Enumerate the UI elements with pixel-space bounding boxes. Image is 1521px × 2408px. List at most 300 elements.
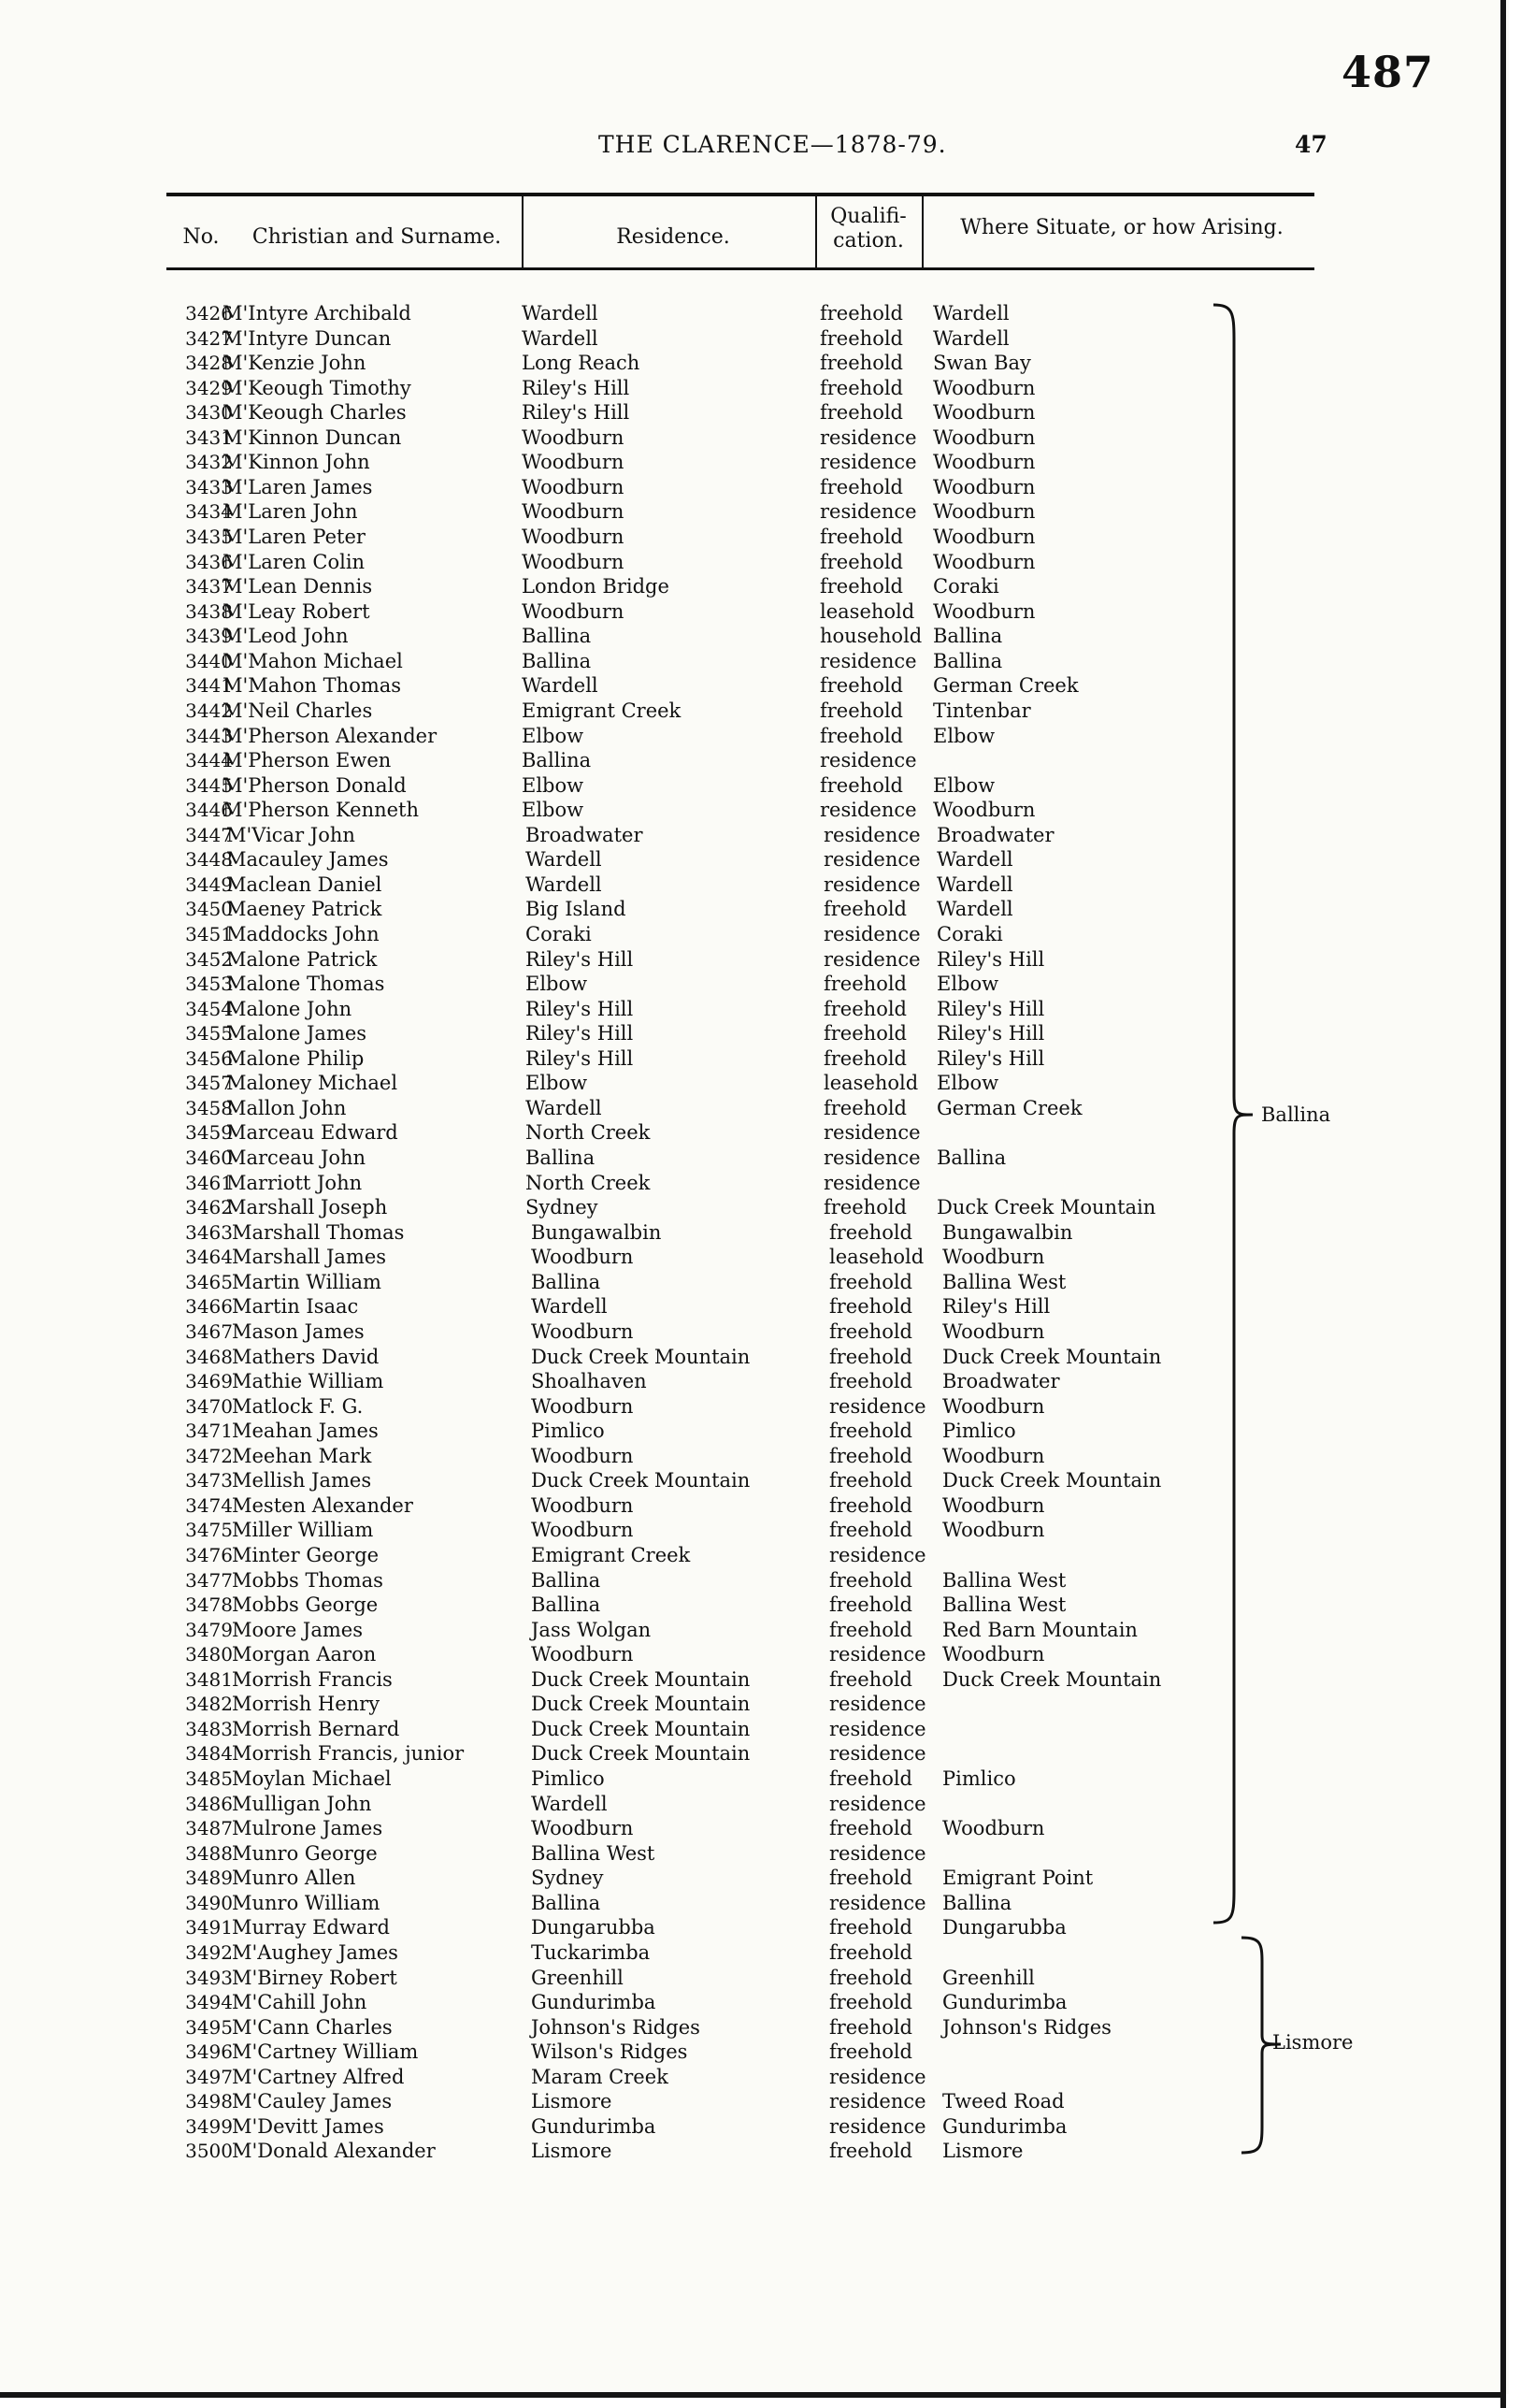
qualification: residence — [829, 2065, 926, 2088]
entry-number: 3467 — [185, 1319, 233, 1343]
voter-name: M'Keough Charles — [222, 401, 407, 425]
entry-number: 3441 — [185, 674, 233, 698]
qualification: residence — [820, 799, 917, 822]
qualification: residence — [824, 848, 921, 872]
residence: Woodburn — [522, 425, 624, 449]
voter-name: Mobbs George — [232, 1593, 379, 1617]
where-situate: Woodburn — [933, 425, 1036, 449]
where-situate: Woodburn — [942, 1319, 1045, 1343]
voter-name: M'Kenzie John — [222, 352, 366, 375]
ballina-brace-path — [1213, 305, 1253, 1923]
page-title: THE CLARENCE—1878-79. — [598, 131, 947, 158]
qualification: residence — [824, 923, 921, 945]
where-situate: Broadwater — [937, 823, 1055, 846]
voter-name: Morgan Aaron — [232, 1643, 377, 1666]
col-header-residence: Residence. — [616, 225, 730, 249]
entry-number: 3426 — [185, 302, 233, 324]
where-situate: Woodburn — [933, 550, 1036, 573]
district-lismore: Lismore — [1272, 2031, 1354, 2054]
residence: Ballina West — [531, 1841, 655, 1865]
entry-number: 3440 — [185, 649, 233, 672]
entry-number: 3447 — [185, 823, 233, 846]
voter-name: Martin Isaac — [232, 1295, 359, 1319]
residence: Elbow — [522, 799, 584, 822]
voter-name: M'Laren John — [222, 500, 358, 524]
qualification: freehold — [829, 1817, 912, 1840]
residence: North Creek — [525, 1171, 651, 1194]
where-situate: Emigrant Point — [942, 1867, 1094, 1890]
residence: Woodburn — [522, 550, 624, 573]
qualification: freehold — [820, 699, 903, 722]
residence: Woodburn — [522, 500, 624, 524]
where-situate: Woodburn — [933, 799, 1036, 822]
residence: Elbow — [522, 724, 584, 747]
where-situate: Coraki — [933, 575, 999, 598]
residence: North Creek — [525, 1121, 651, 1145]
voter-name: Meehan Mark — [232, 1444, 372, 1467]
entry-number: 3498 — [185, 2090, 233, 2113]
residence: Duck Creek Mountain — [531, 1469, 751, 1492]
voter-name: M'Cauley James — [232, 2090, 393, 2113]
qualification: residence — [824, 947, 921, 971]
qualification: freehold — [829, 1444, 912, 1467]
voter-name: Marshall Thomas — [232, 1220, 405, 1244]
entry-number: 3439 — [185, 625, 233, 648]
voter-name: Mobbs Thomas — [232, 1568, 383, 1592]
voter-name: Marriott John — [226, 1171, 363, 1194]
where-situate: Woodburn — [933, 475, 1036, 498]
voter-name: M'Laren Colin — [222, 550, 366, 573]
voter-name: Meahan James — [232, 1420, 379, 1443]
residence: Ballina — [531, 1891, 601, 1914]
residence: Wardell — [525, 848, 602, 872]
qualification: freehold — [829, 1493, 912, 1517]
voter-name: M'Kinnon John — [222, 451, 370, 474]
where-situate: Woodburn — [933, 500, 1036, 524]
voter-name: Marceau John — [226, 1146, 366, 1170]
where-situate: German Creek — [933, 674, 1079, 698]
qualification: freehold — [820, 674, 903, 698]
qualification: residence — [829, 1717, 926, 1740]
qualification: freehold — [829, 1618, 912, 1641]
residence: Woodburn — [531, 1493, 634, 1517]
qualification: freehold — [829, 2015, 912, 2039]
residence: Dungarubba — [531, 1916, 655, 1939]
where-situate: Red Barn Mountain — [942, 1618, 1138, 1641]
qualification: residence — [829, 1643, 926, 1666]
entry-number: 3433 — [185, 475, 233, 498]
entry-number: 3463 — [185, 1220, 233, 1244]
residence: Ballina — [531, 1270, 601, 1293]
voter-name: M'Mahon Thomas — [222, 674, 402, 698]
qualification: freehold — [829, 1319, 912, 1343]
qualification: residence — [829, 2114, 926, 2138]
entry-number: 3477 — [185, 1568, 233, 1592]
residence: Riley's Hill — [522, 376, 630, 399]
qualification: freehold — [829, 1867, 912, 1890]
residence: Emigrant Creek — [531, 1544, 691, 1566]
voter-name: M'Lean Dennis — [222, 575, 373, 598]
residence: Johnson's Ridges — [531, 2015, 700, 2039]
residence: Big Island — [525, 898, 626, 921]
entry-number: 3462 — [185, 1196, 233, 1219]
voter-name: Murray Edward — [232, 1916, 390, 1939]
qualification: freehold — [829, 1270, 912, 1293]
entry-number: 3448 — [185, 848, 233, 872]
where-situate: Woodburn — [942, 1519, 1045, 1542]
residence: Ballina — [522, 625, 592, 648]
qualification: freehold — [829, 1767, 912, 1791]
where-situate: Tweed Road — [942, 2090, 1065, 2113]
where-situate: Gundurimba — [942, 1991, 1068, 2014]
residence: Coraki — [525, 923, 592, 945]
where-situate: Gundurimba — [942, 2114, 1068, 2138]
voter-name: Malone Thomas — [226, 973, 385, 996]
entry-number: 3437 — [185, 575, 233, 598]
voter-name: M'Devitt James — [232, 2114, 384, 2138]
qualification: freehold — [829, 1420, 912, 1443]
where-situate: Riley's Hill — [937, 947, 1045, 971]
residence: Riley's Hill — [525, 1022, 634, 1045]
where-situate: Woodburn — [933, 451, 1036, 474]
where-situate: Pimlico — [942, 1767, 1016, 1791]
qualification: residence — [829, 2090, 926, 2113]
residence: Woodburn — [522, 451, 624, 474]
entry-number: 3491 — [185, 1916, 233, 1939]
voter-name: Morrish Henry — [232, 1693, 380, 1716]
col-header-qualification: Qualifi- cation. — [830, 205, 907, 252]
voter-name: Munro Allen — [232, 1867, 356, 1890]
qualification: freehold — [829, 1345, 912, 1368]
entry-number: 3480 — [185, 1643, 233, 1666]
entry-number: 3476 — [185, 1544, 233, 1566]
voter-name: Malone James — [226, 1022, 367, 1045]
qualification: residence — [829, 1792, 926, 1815]
voter-name: M'Laren Peter — [222, 526, 366, 549]
voter-name: M'Laren James — [222, 475, 373, 498]
entry-number: 3464 — [185, 1246, 233, 1269]
residence: Riley's Hill — [522, 401, 630, 425]
entry-number: 3429 — [185, 376, 233, 399]
where-situate: Coraki — [937, 923, 1003, 945]
residence: Ballina — [525, 1146, 595, 1170]
residence: Woodburn — [531, 1444, 634, 1467]
residence: Woodburn — [522, 599, 624, 623]
entry-number: 3436 — [185, 550, 233, 573]
entry-number: 3470 — [185, 1394, 233, 1418]
qualification: freehold — [820, 352, 903, 375]
entry-number: 3449 — [185, 872, 233, 896]
residence: Emigrant Creek — [522, 699, 682, 722]
where-situate: Wardell — [933, 326, 1010, 350]
residence: Woodburn — [531, 1319, 634, 1343]
qualification: freehold — [829, 2040, 912, 2064]
where-situate: Woodburn — [942, 1643, 1045, 1666]
residence: London Bridge — [522, 575, 669, 598]
residence: Ballina — [531, 1593, 601, 1617]
voter-name: Mallon John — [226, 1096, 347, 1119]
residence: Ballina — [522, 749, 592, 772]
entry-number: 3444 — [185, 749, 233, 772]
voter-name: Malone John — [226, 997, 352, 1020]
entry-number: 3495 — [185, 2015, 233, 2039]
residence: Duck Creek Mountain — [531, 1717, 751, 1740]
entry-number: 3472 — [185, 1444, 233, 1467]
voter-name: Maddocks John — [226, 923, 380, 945]
voter-name: M'Intyre Duncan — [222, 326, 392, 350]
where-situate: Lismore — [942, 2140, 1024, 2163]
voter-name: M'Leay Robert — [222, 599, 370, 623]
voter-name: M'Aughey James — [232, 1940, 398, 1964]
col-header-where: Where Situate, or how Arising. — [960, 216, 1284, 239]
qualification: residence — [824, 1171, 921, 1194]
entry-number: 3430 — [185, 401, 233, 425]
residence: Woodburn — [522, 475, 624, 498]
voter-name: Marshall James — [232, 1246, 387, 1269]
entry-number: 3483 — [185, 1717, 233, 1740]
entry-number: 3499 — [185, 2114, 233, 2138]
qualification: freehold — [829, 1469, 912, 1492]
where-situate: Woodburn — [942, 1394, 1045, 1418]
voter-name: Munro George — [232, 1841, 378, 1865]
entry-number: 3485 — [185, 1767, 233, 1791]
where-situate: Duck Creek Mountain — [942, 1667, 1162, 1691]
qualification: residence — [829, 1394, 926, 1418]
voter-name: Maclean Daniel — [226, 872, 382, 896]
header-divider-1 — [522, 196, 524, 267]
voter-name: M'Cartney Alfred — [232, 2065, 405, 2088]
residence: Maram Creek — [531, 2065, 668, 2088]
residence: Bungawalbin — [531, 1220, 662, 1244]
qualification: residence — [829, 1891, 926, 1914]
entry-number: 3455 — [185, 1022, 233, 1045]
qualification: freehold — [829, 1966, 912, 1989]
where-situate: Ballina West — [942, 1593, 1067, 1617]
qualification: freehold — [824, 1022, 907, 1045]
where-situate: Elbow — [933, 724, 996, 747]
where-situate: Wardell — [937, 898, 1013, 921]
residence: Duck Creek Mountain — [531, 1742, 751, 1766]
where-situate: Duck Creek Mountain — [942, 1469, 1162, 1492]
residence: Woodburn — [522, 526, 624, 549]
qualification: freehold — [820, 773, 903, 797]
qualification: leasehold — [829, 1246, 925, 1269]
voter-name: Maeney Patrick — [226, 898, 382, 921]
entry-number: 3461 — [185, 1171, 233, 1194]
voter-name: Mellish James — [232, 1469, 372, 1492]
voter-name: M'Pherson Kenneth — [222, 799, 420, 822]
residence: Woodburn — [531, 1519, 634, 1542]
voter-name: Mulrone James — [232, 1817, 383, 1840]
voter-name: M'Keough Timothy — [222, 376, 411, 399]
where-situate: Woodburn — [942, 1493, 1045, 1517]
entry-number: 3478 — [185, 1593, 233, 1617]
entry-number: 3460 — [185, 1146, 233, 1170]
where-situate: Ballina — [942, 1891, 1012, 1914]
voter-name: M'Cartney William — [232, 2040, 419, 2064]
voter-name: Moore James — [232, 1618, 363, 1641]
entry-number: 3500 — [185, 2140, 233, 2163]
entry-number: 3469 — [185, 1370, 233, 1393]
entry-number: 3438 — [185, 599, 233, 623]
qualification: residence — [824, 1146, 921, 1170]
qualification: residence — [824, 1121, 921, 1145]
where-situate: Elbow — [937, 973, 999, 996]
voter-name: Miller William — [232, 1519, 374, 1542]
residence: Sydney — [531, 1867, 604, 1890]
col-header-name: Christian and Surname. — [251, 225, 502, 249]
qualification: freehold — [820, 575, 903, 598]
qualification: residence — [829, 1693, 926, 1716]
entry-number: 3466 — [185, 1295, 233, 1319]
where-situate: Wardell — [937, 872, 1013, 896]
entry-number: 3453 — [185, 973, 233, 996]
entry-number: 3456 — [185, 1046, 233, 1070]
where-situate: Bungawalbin — [942, 1220, 1073, 1244]
voter-name: Mesten Alexander — [232, 1493, 413, 1517]
entry-number: 3431 — [185, 425, 233, 449]
where-situate: Woodburn — [933, 376, 1036, 399]
residence: Shoalhaven — [531, 1370, 647, 1393]
voter-name: Marshall Joseph — [226, 1196, 388, 1219]
voter-name: Moylan Michael — [232, 1767, 392, 1791]
entry-number: 3465 — [185, 1270, 233, 1293]
qualification: freehold — [829, 1220, 912, 1244]
qualification: freehold — [829, 1295, 912, 1319]
voter-name: Morrish Bernard — [232, 1717, 400, 1740]
voter-name: Macauley James — [226, 848, 389, 872]
residence: Ballina — [531, 1568, 601, 1592]
residence: Riley's Hill — [525, 947, 634, 971]
qualification: residence — [829, 1742, 926, 1766]
where-situate: Wardell — [933, 302, 1010, 324]
entry-number: 3493 — [185, 1966, 233, 1989]
where-situate: Ballina — [933, 625, 1003, 648]
qualification: freehold — [829, 2140, 912, 2163]
voter-name: Marceau Edward — [226, 1121, 398, 1145]
entry-number: 3445 — [185, 773, 233, 797]
qualification: residence — [824, 872, 921, 896]
where-situate: Elbow — [937, 1072, 999, 1095]
qualification: freehold — [829, 1940, 912, 1964]
entry-number: 3496 — [185, 2040, 233, 2064]
entry-number: 3484 — [185, 1742, 233, 1766]
where-situate: Woodburn — [942, 1246, 1045, 1269]
entry-number: 3471 — [185, 1420, 233, 1443]
residence: Riley's Hill — [525, 1046, 634, 1070]
where-situate: Pimlico — [942, 1420, 1016, 1443]
qualification: freehold — [820, 526, 903, 549]
residence: Sydney — [525, 1196, 598, 1219]
entry-number: 3428 — [185, 352, 233, 375]
where-situate: Woodburn — [933, 401, 1036, 425]
residence: Broadwater — [525, 823, 643, 846]
residence: Elbow — [525, 973, 588, 996]
qualification: residence — [820, 500, 917, 524]
qualification: freehold — [829, 1991, 912, 2014]
col-header-no: No. — [182, 225, 220, 249]
qualification: residence — [829, 1841, 926, 1865]
voter-name: Maloney Michael — [226, 1072, 398, 1095]
entry-number: 3458 — [185, 1096, 233, 1119]
residence: Elbow — [522, 773, 584, 797]
where-situate: Riley's Hill — [942, 1295, 1051, 1319]
entry-number: 3434 — [185, 500, 233, 524]
voter-name: M'Pherson Ewen — [222, 749, 392, 772]
voter-name: M'Neil Charles — [222, 699, 373, 722]
residence: Duck Creek Mountain — [531, 1667, 751, 1691]
entry-number: 3442 — [185, 699, 233, 722]
residence: Wardell — [525, 1096, 602, 1119]
folio-number: 487 — [1342, 47, 1435, 97]
qualification: freehold — [829, 1370, 912, 1393]
residence: Gundurimba — [531, 2114, 656, 2138]
where-situate: Woodburn — [933, 526, 1036, 549]
residence: Wardell — [522, 302, 598, 324]
where-situate: Woodburn — [933, 599, 1036, 623]
voter-name: Minter George — [232, 1544, 380, 1566]
where-situate: Duck Creek Mountain — [937, 1196, 1156, 1219]
residence: Woodburn — [531, 1394, 634, 1418]
qualification: freehold — [820, 475, 903, 498]
where-situate: Riley's Hill — [937, 997, 1045, 1020]
entry-number: 3487 — [185, 1817, 233, 1840]
where-situate: Broadwater — [942, 1370, 1060, 1393]
qualification: leasehold — [820, 599, 915, 623]
voter-name: M'Kinnon Duncan — [222, 425, 402, 449]
qualification: household — [820, 625, 923, 648]
qualification: freehold — [824, 1196, 907, 1219]
voter-name: Mulligan John — [232, 1792, 372, 1815]
voter-name: Mathers David — [232, 1345, 380, 1368]
residence: Wardell — [522, 326, 598, 350]
voter-name: Mathie William — [232, 1370, 384, 1393]
ballina-brace — [1206, 301, 1262, 1928]
voter-name: M'Mahon Michael — [222, 649, 403, 672]
qualification: freehold — [824, 1096, 907, 1119]
voter-name: M'Pherson Alexander — [222, 724, 438, 747]
residence: Wilson's Ridges — [531, 2040, 688, 2064]
voter-name: Malone Patrick — [226, 947, 378, 971]
entry-number: 3459 — [185, 1121, 233, 1145]
residence: Woodburn — [531, 1817, 634, 1840]
qualification: freehold — [829, 1916, 912, 1939]
where-situate: Ballina — [937, 1146, 1007, 1170]
entry-number: 3482 — [185, 1693, 233, 1716]
voter-name: M'Cahill John — [232, 1991, 367, 2014]
qualification: freehold — [829, 1568, 912, 1592]
where-situate: Wardell — [937, 848, 1013, 872]
voter-name: M'Cann Charles — [232, 2015, 393, 2039]
qualification: freehold — [824, 973, 907, 996]
residence: Riley's Hill — [525, 997, 634, 1020]
entry-number: 3497 — [185, 2065, 233, 2088]
residence: Pimlico — [531, 1420, 605, 1443]
qualification: freehold — [829, 1519, 912, 1542]
entry-number: 3481 — [185, 1667, 233, 1691]
entry-number: 3474 — [185, 1493, 233, 1517]
entry-number: 3488 — [185, 1841, 233, 1865]
voter-name: M'Donald Alexander — [232, 2140, 436, 2163]
where-situate: Greenhill — [942, 1966, 1035, 1989]
residence: Wardell — [531, 1792, 608, 1815]
qualification: residence — [824, 823, 921, 846]
residence: Duck Creek Mountain — [531, 1345, 751, 1368]
qualification: freehold — [829, 1593, 912, 1617]
residence: Lismore — [531, 2140, 612, 2163]
entry-number: 3432 — [185, 451, 233, 474]
qualification: freehold — [820, 724, 903, 747]
